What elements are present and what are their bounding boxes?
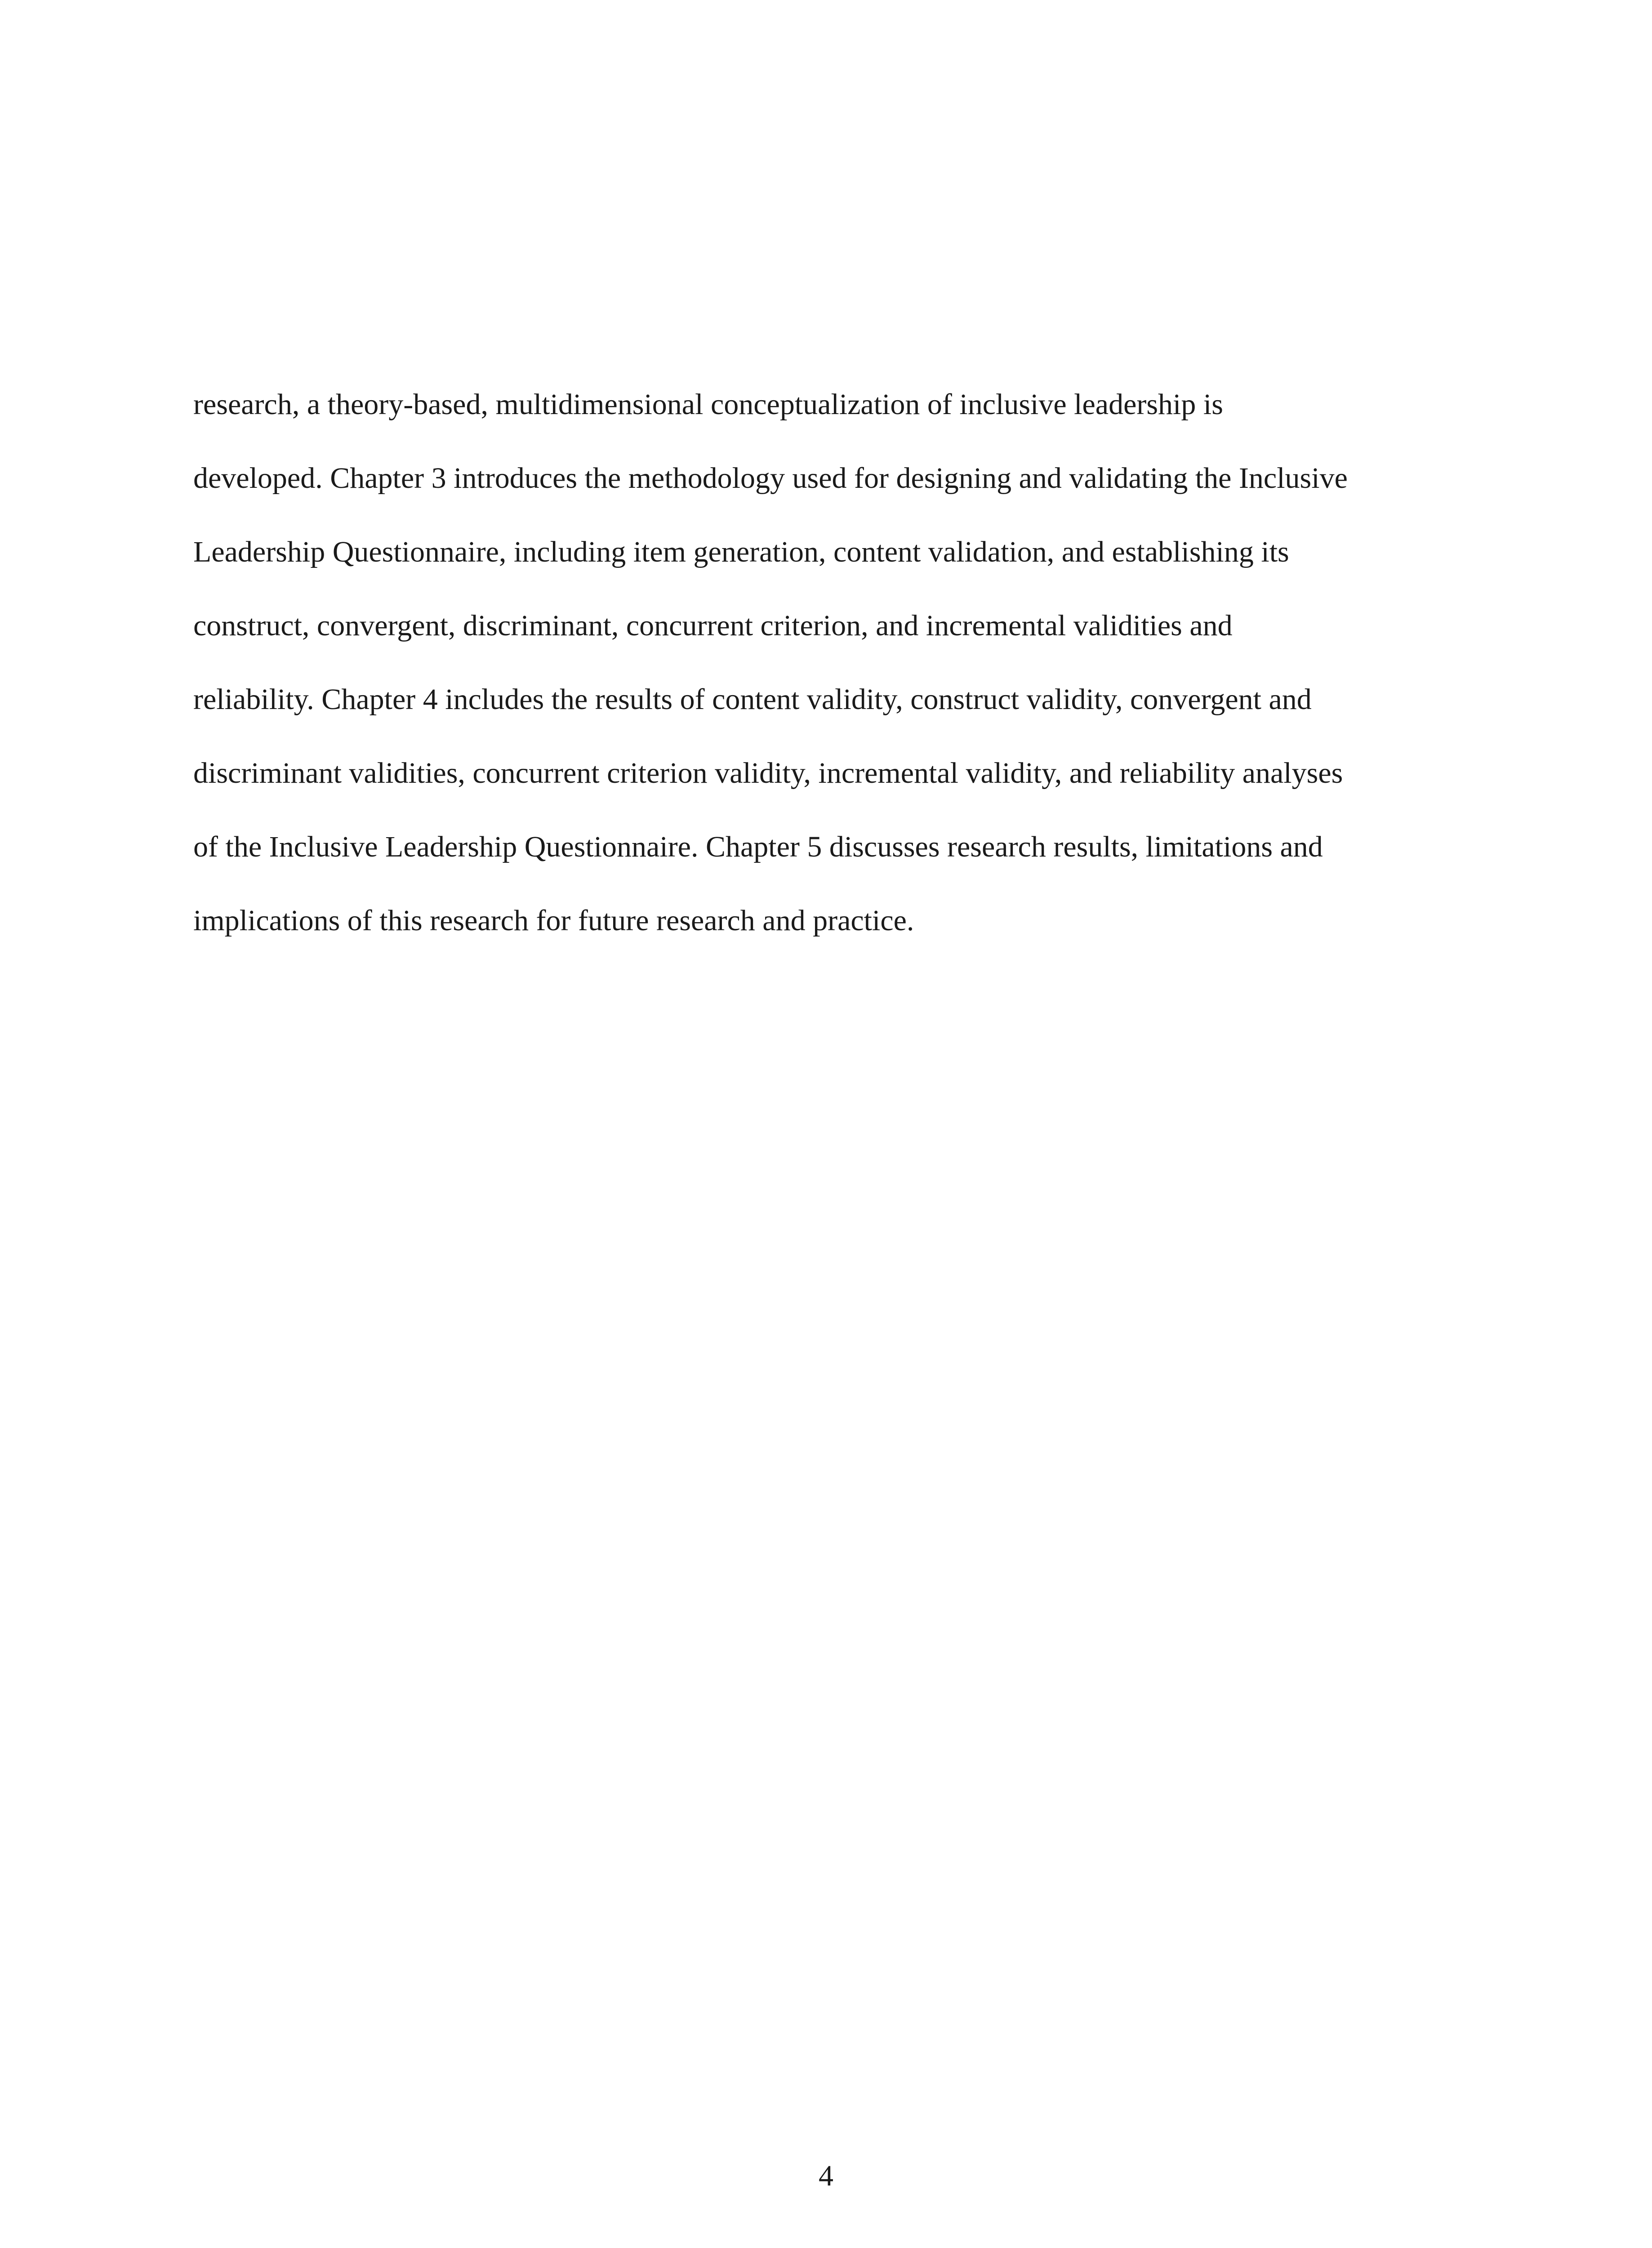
text-line: of the Inclusive Leadership Questionnaire. Chapter 5 discusses research results, limitations and <box>193 830 1323 863</box>
text-line: developed. Chapter 3 introduces the methodology used for designing and validating the Inclusive <box>193 462 1348 495</box>
text-line: discriminant validities, concurrent criterion validity, incremental validity, and reliability analyses <box>193 757 1343 789</box>
body-paragraph <box>193 368 1497 958</box>
text-line: implications of this research for future research and practice. <box>193 904 914 937</box>
text-line: reliability. Chapter 4 includes the results of content validity, construct validity, convergent and <box>193 683 1312 716</box>
page-number: 4 <box>819 2159 833 2192</box>
text-line: research, a theory-based, multidimensional conceptualization of inclusive leadership is <box>193 388 1223 421</box>
text-line: construct, convergent, discriminant, concurrent criterion, and incremental validities and <box>193 609 1233 642</box>
text-line: Leadership Questionnaire, including item generation, content validation, and establishing its <box>193 535 1289 568</box>
